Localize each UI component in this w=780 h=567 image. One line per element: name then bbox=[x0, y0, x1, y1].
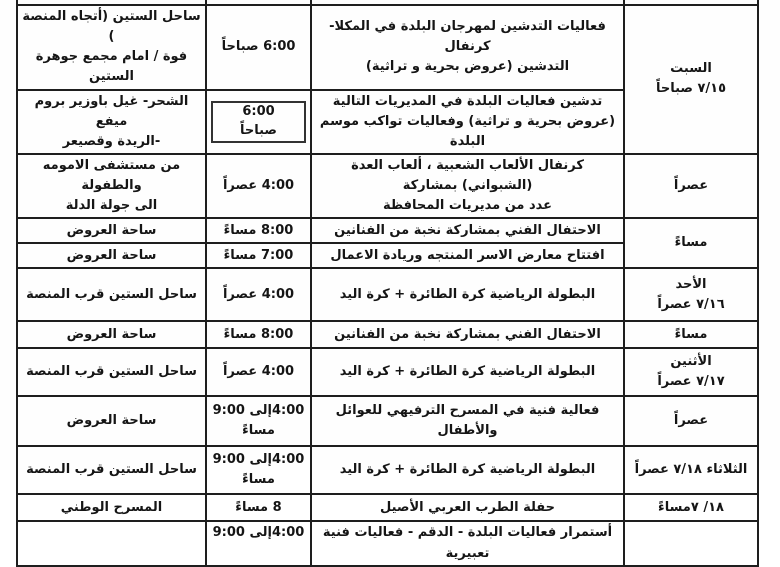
cell-line: مساءً bbox=[242, 472, 275, 488]
location-cell: ساحة العروض bbox=[17, 396, 206, 446]
schedule-body bbox=[17, 0, 758, 566]
cell-line: من مستشفى الامومه والطفولة bbox=[42, 157, 181, 194]
table-row bbox=[17, 494, 758, 521]
cell-line: -الريدة وقصيعر bbox=[62, 133, 161, 149]
time-cell: 4:00 عصراً bbox=[206, 268, 311, 321]
cell-line: التدشين (عروض بحرية و تراثية) bbox=[365, 59, 570, 75]
event-cell: الاحتفال الفني بمشاركة نخبة من الفنانين bbox=[311, 321, 624, 348]
day-cell: مساءً bbox=[624, 218, 758, 268]
day-cell bbox=[624, 5, 758, 154]
event-cell: البطولة الرياضية كرة الطائرة + كرة اليد bbox=[311, 268, 624, 321]
day-cell bbox=[624, 348, 758, 396]
location-cell: ساحل الستين قرب المنصة bbox=[17, 348, 206, 396]
location-cell: ساحة العروض bbox=[17, 218, 206, 243]
location-cell: ساحة العروض bbox=[17, 243, 206, 268]
cell-line: مساءً bbox=[242, 423, 275, 439]
event-cell bbox=[311, 90, 624, 154]
table-row bbox=[17, 446, 758, 494]
location-cell: ساحل الستين قرب المنصة bbox=[17, 268, 206, 321]
time-cell: 8 مساءً bbox=[206, 494, 311, 521]
time-cell bbox=[206, 90, 311, 154]
time-cell: 4:00 عصراً bbox=[206, 154, 311, 218]
cell-line: تدشين فعاليات البلدة في المديريات التالية bbox=[332, 93, 603, 109]
event-cell: البطولة الرياضية كرة الطائرة + كرة اليد bbox=[311, 348, 624, 396]
cell-line: الى جولة الدلة bbox=[65, 198, 158, 214]
cell-line: الأثنين bbox=[670, 354, 712, 370]
event-cell: البطولة الرياضية كرة الطائرة + كرة اليد bbox=[311, 446, 624, 494]
day-cell: عصراً bbox=[624, 154, 758, 218]
day-cell: الثلاثاء ٧/١٨ عصراً bbox=[624, 446, 758, 494]
time-cell bbox=[206, 396, 311, 446]
event-cell: أستمرار فعاليات البلدة - الدقم - فعاليات فنية تعبيرية bbox=[311, 521, 624, 566]
cell-line: ساحل الستين (أتجاه المنصة ) bbox=[22, 9, 201, 45]
time-cell: 7:00 مساءً bbox=[206, 243, 311, 268]
cell-line: عدد من مديريات المحافظة bbox=[382, 198, 553, 214]
cell-line: الأحد bbox=[675, 276, 707, 292]
cell-line: كرنفال الألعاب الشعبية ، ألعاب العدة (الشبواني) بمشاركة bbox=[351, 157, 584, 194]
table-row bbox=[17, 321, 758, 348]
cell-line: فوة / امام مجمع جوهرة الستين bbox=[35, 49, 188, 85]
cell-line: ٧/١٥ صباحاً bbox=[655, 81, 727, 97]
table-row bbox=[17, 268, 758, 321]
event-cell bbox=[311, 5, 624, 90]
table-row bbox=[17, 218, 758, 243]
location-cell: ساحل الستين قرب المنصة bbox=[17, 446, 206, 494]
table-row bbox=[17, 348, 758, 396]
time-cell: 6:00 صباحاً bbox=[206, 5, 311, 90]
cell-line: 4:00إلى 9:00 bbox=[212, 452, 305, 468]
table-row bbox=[17, 5, 758, 90]
day-cell bbox=[624, 268, 758, 321]
event-cell: فعالية فنية في المسرح الترفيهي للعوائل والأطفال bbox=[311, 396, 624, 446]
boxed-time: 6:00 صباحاً bbox=[211, 101, 306, 143]
day-cell: مساءً bbox=[624, 321, 758, 348]
event-cell bbox=[311, 154, 624, 218]
cell-line: ٧/١٦ عصراً bbox=[657, 296, 725, 312]
time-cell: 4:00 عصراً bbox=[206, 348, 311, 396]
time-cell: 8:00 مساءً bbox=[206, 218, 311, 243]
cell-line: الشحر- غيل باوزير بروم ميفع bbox=[34, 93, 189, 129]
day-cell: عصراً bbox=[624, 396, 758, 446]
location-cell bbox=[17, 154, 206, 218]
table-row bbox=[17, 521, 758, 566]
cell-line: فعاليات التدشين لمهرجان البلدة في المكلا- كرنفال bbox=[329, 19, 606, 55]
time-cell: 8:00 مساءً bbox=[206, 321, 311, 348]
location-cell bbox=[17, 5, 206, 90]
event-cell: الاحتفال الفني بمشاركة نخبة من الفنانين bbox=[311, 218, 624, 243]
table-row bbox=[17, 396, 758, 446]
event-cell: افتتاح معارض الاسر المنتجه وريادة الاعمال bbox=[311, 243, 624, 268]
event-cell: حفلة الطرب العربي الأصيل bbox=[311, 494, 624, 521]
location-cell bbox=[17, 90, 206, 154]
cell-line: السبت bbox=[670, 61, 712, 77]
location-cell bbox=[17, 521, 206, 566]
cell-line: ٧/١٧ عصراً bbox=[657, 374, 725, 390]
cell-line: (عروض بحرية و تراثية) وفعاليات تواكب موسم البلدة bbox=[319, 113, 616, 149]
location-cell: المسرح الوطني bbox=[17, 494, 206, 521]
time-cell bbox=[206, 446, 311, 494]
location-cell: ساحة العروض bbox=[17, 321, 206, 348]
schedule-table bbox=[16, 0, 759, 567]
time-cell: 4:00إلى 9:00 bbox=[206, 521, 311, 566]
day-cell: ١٨/ ٧مساءً bbox=[624, 494, 758, 521]
table-row bbox=[17, 154, 758, 218]
cell-line: 4:00إلى 9:00 bbox=[212, 403, 305, 419]
day-cell bbox=[624, 521, 758, 566]
